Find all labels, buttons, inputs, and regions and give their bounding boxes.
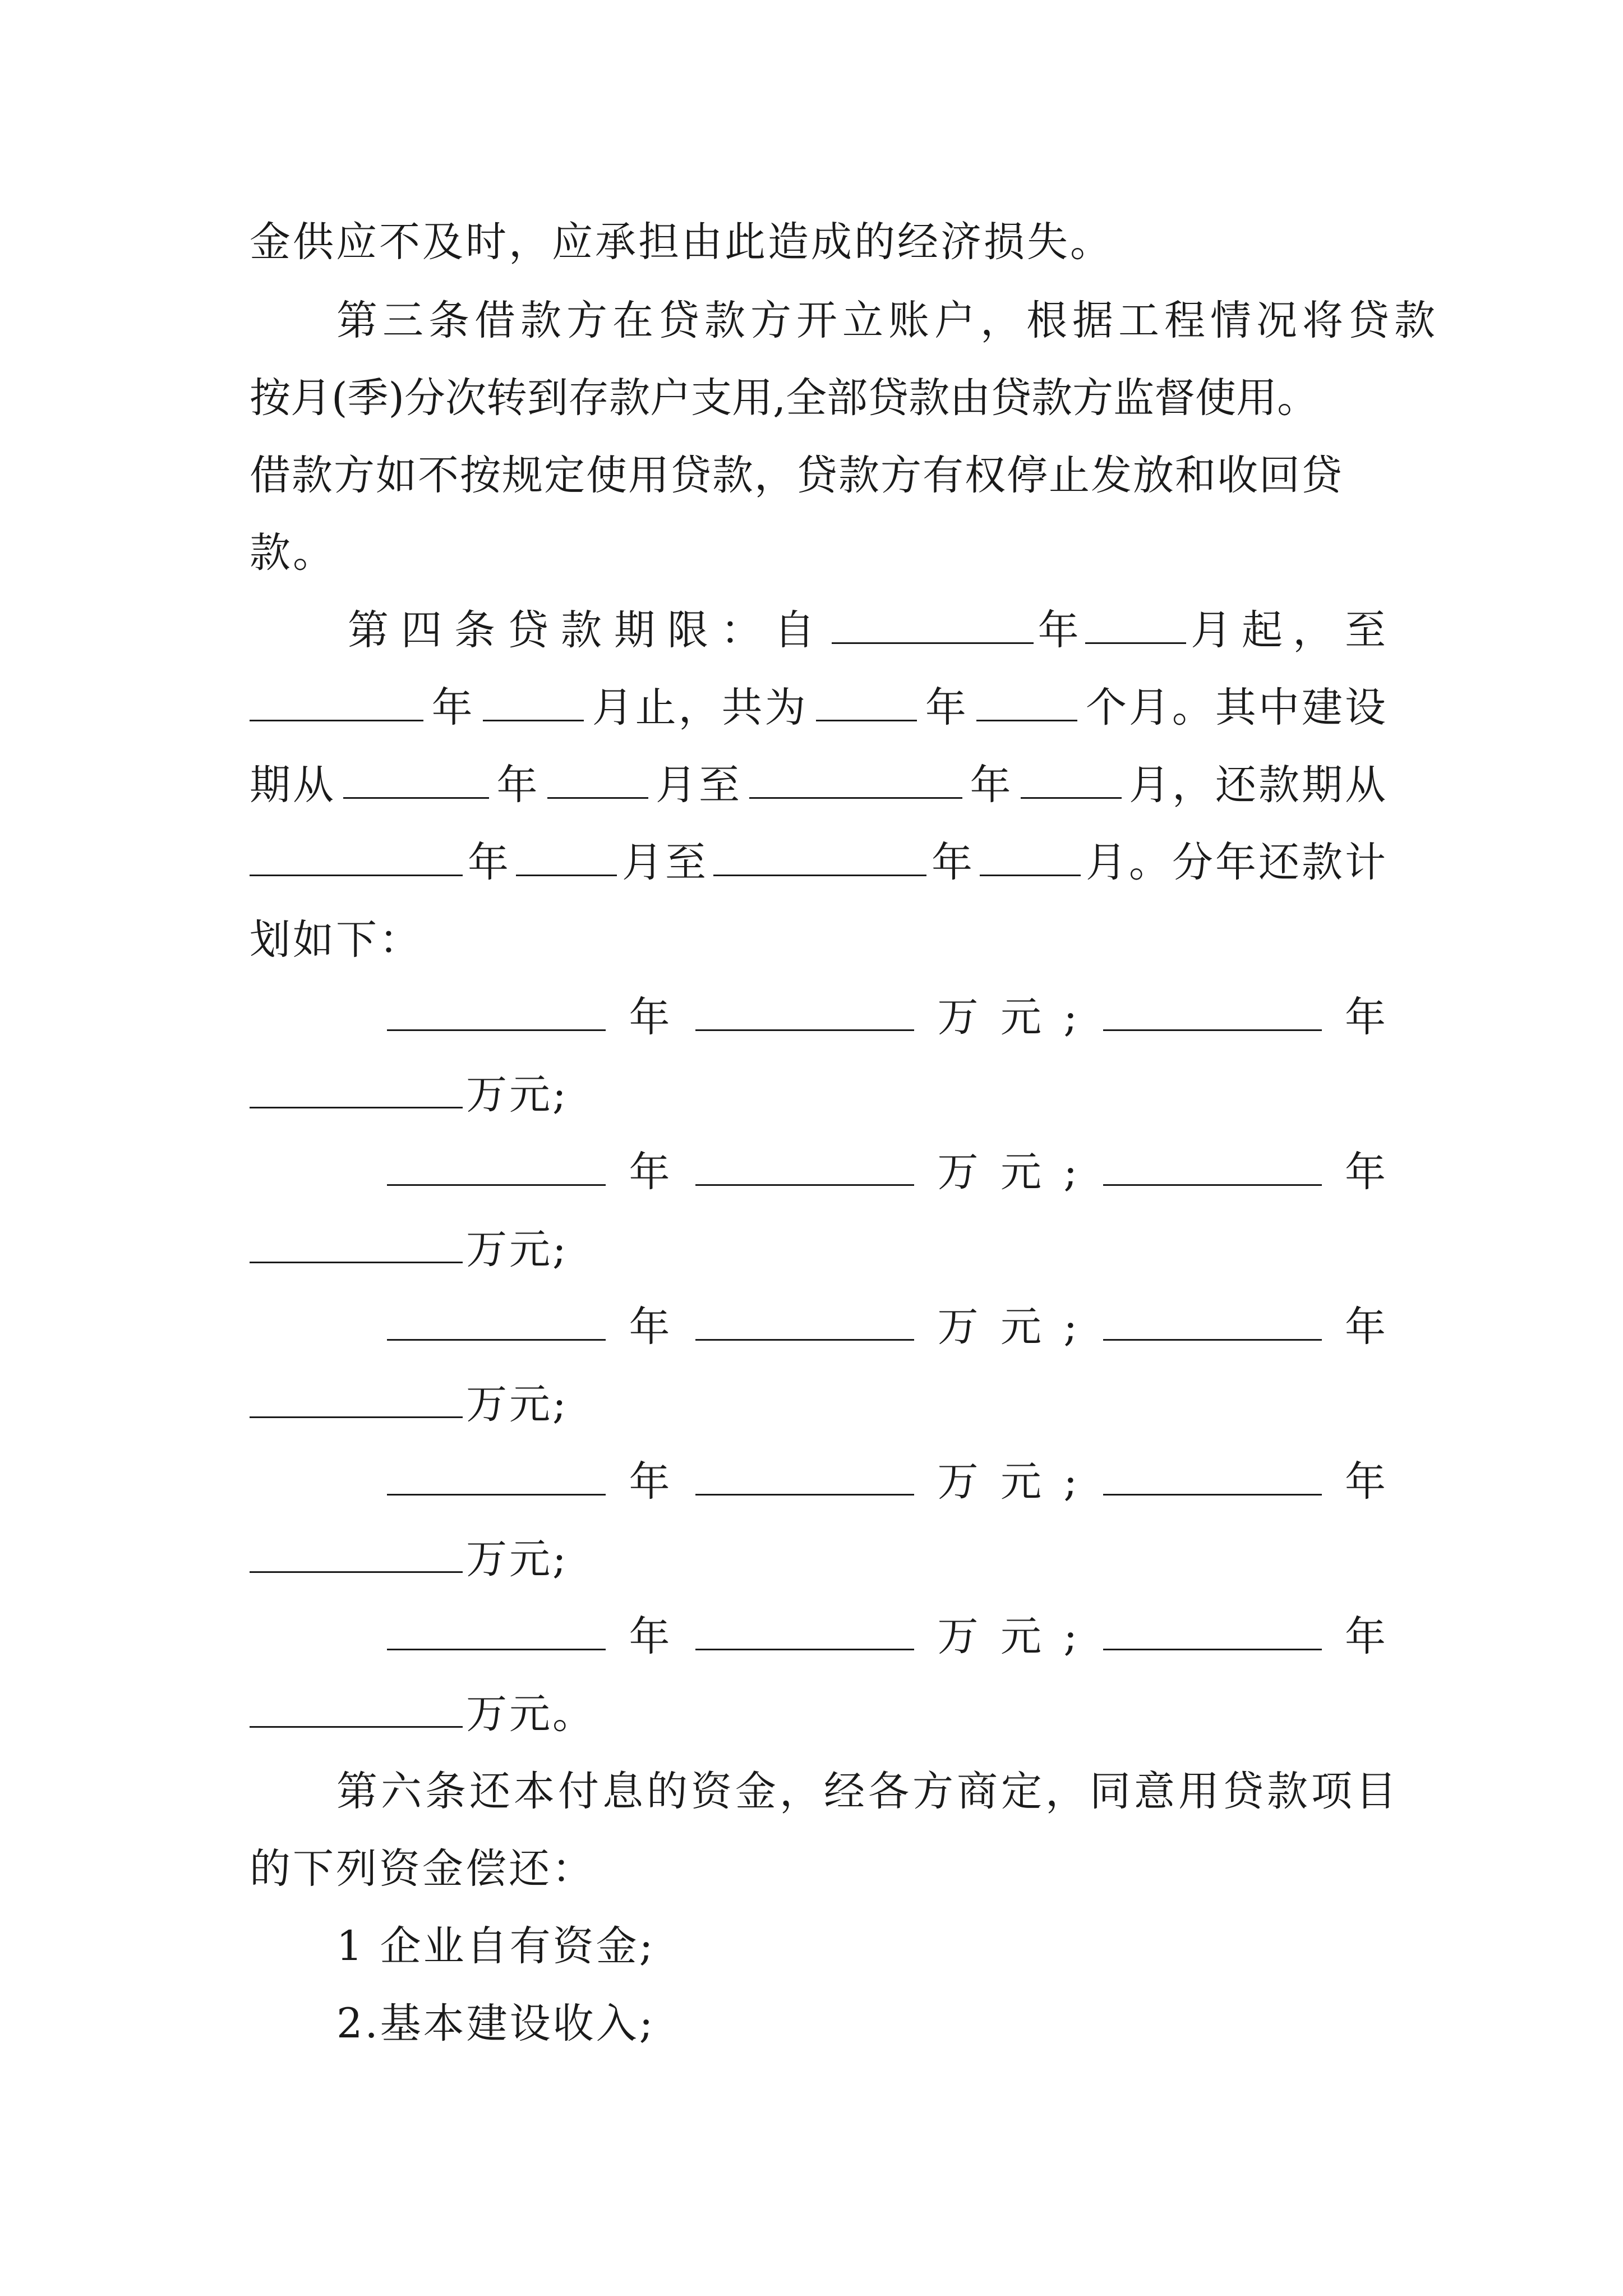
fill-in-blank[interactable] <box>1103 1608 1322 1650</box>
year-label: 年 <box>431 684 475 731</box>
month-label: 月起， <box>1191 606 1344 654</box>
fill-in-blank[interactable] <box>976 679 1077 721</box>
construction-period-label: 期从 <box>250 761 336 809</box>
year-label: 年 <box>629 993 672 1041</box>
amount-unit: 万元; <box>466 1226 569 1273</box>
text-line <box>336 1913 1388 1980</box>
year-label: 年 <box>1345 1303 1388 1351</box>
text-line <box>250 752 1388 819</box>
fill-in-blank[interactable] <box>387 1453 606 1496</box>
wan-label: 万 <box>937 1613 981 1660</box>
year-label: 年 <box>1345 1613 1388 1660</box>
text-line <box>336 1758 1400 1825</box>
paragraph-text: 金供应不及时，应承担由此造成的经济损失。 <box>250 218 1113 266</box>
paragraph-text: 按月(季)分次转到存款户支用,全部贷款由贷款方监督使用。 <box>250 374 1318 422</box>
text-line <box>250 442 1388 509</box>
period-label: 月止，共为 <box>592 684 808 731</box>
fill-in-blank[interactable] <box>250 679 423 721</box>
text-line <box>250 365 1388 432</box>
yuan-label: 元 <box>1000 1458 1044 1506</box>
fill-in-blank[interactable] <box>832 602 1034 644</box>
year-label: 年 <box>1345 1148 1388 1196</box>
amount-unit: 万元; <box>466 1381 569 1428</box>
fill-in-blank[interactable] <box>1021 757 1122 799</box>
amount-unit: 万元; <box>466 1535 569 1583</box>
text-line <box>250 674 1388 742</box>
semicolon: ; <box>1063 1148 1080 1196</box>
plan-row <box>387 1139 1388 1206</box>
fill-in-blank[interactable] <box>387 1144 606 1186</box>
months-label: 个月。其中建设 <box>1085 684 1388 731</box>
annual-plan-label: 月。分年还款计 <box>1086 839 1388 886</box>
year-label: 年 <box>629 1303 672 1351</box>
year-label: 年 <box>496 761 540 809</box>
year-label: 年 <box>1345 1458 1388 1506</box>
yuan-label: 元 <box>1000 1613 1044 1660</box>
fill-in-blank[interactable] <box>387 989 606 1031</box>
month-to-label: 月至 <box>656 761 742 809</box>
yuan-label: 元 <box>1000 1148 1044 1196</box>
plan-row <box>387 984 1388 1051</box>
list-item: 1 企业自有资金; <box>336 1922 656 1970</box>
plan-row-tail <box>250 1681 1388 1748</box>
paragraph-text: 借款方如不按规定使用贷款，贷款方有权停止发放和收回贷 <box>250 452 1343 499</box>
year-label: 年 <box>629 1458 672 1506</box>
plan-row <box>387 1448 1388 1516</box>
paragraph-text: 的下列资金偿还： <box>250 1845 595 1893</box>
paragraph-text: 划如下： <box>250 916 422 964</box>
text-line <box>250 907 1388 974</box>
semicolon: ; <box>1063 1303 1080 1351</box>
plan-row-tail <box>250 1216 1388 1283</box>
year-label: 年 <box>932 839 975 886</box>
fill-in-blank[interactable] <box>1103 1144 1322 1186</box>
to-label: 至 <box>1344 606 1388 654</box>
fill-in-blank[interactable] <box>387 1299 606 1341</box>
yuan-label: 元 <box>1000 993 1044 1041</box>
fill-in-blank[interactable] <box>516 834 617 876</box>
text-line <box>348 597 1388 664</box>
fill-in-blank[interactable] <box>695 1299 914 1341</box>
amount-unit: 万元。 <box>466 1690 596 1738</box>
clause-four-label: 第四条贷款期限：自 <box>348 606 827 654</box>
repayment-period-label: 月，还款期从 <box>1129 761 1388 809</box>
fill-in-blank[interactable] <box>250 1376 463 1418</box>
year-label: 年 <box>629 1148 672 1196</box>
wan-label: 万 <box>937 1458 981 1506</box>
fill-in-blank[interactable] <box>980 834 1081 876</box>
year-label: 年 <box>629 1613 672 1660</box>
amount-unit: 万元; <box>466 1071 569 1119</box>
paragraph-text: 第六条还本付息的资金，经各方商定，同意用贷款项目 <box>336 1768 1400 1815</box>
fill-in-blank[interactable] <box>1103 989 1322 1031</box>
fill-in-blank[interactable] <box>695 1453 914 1496</box>
plan-row-tail <box>250 1526 1388 1593</box>
year-label: 年 <box>925 684 969 731</box>
fill-in-blank[interactable] <box>343 757 489 799</box>
fill-in-blank[interactable] <box>1103 1453 1322 1496</box>
plan-row <box>387 1294 1388 1361</box>
year-label: 年 <box>1038 606 1081 654</box>
fill-in-blank[interactable] <box>387 1608 606 1650</box>
wan-label: 万 <box>937 1303 981 1351</box>
semicolon: ; <box>1063 993 1080 1041</box>
plan-row-tail <box>250 1371 1388 1438</box>
plan-row-tail <box>250 1061 1388 1129</box>
fill-in-blank[interactable] <box>250 1066 463 1108</box>
text-line <box>250 829 1388 896</box>
year-label: 年 <box>970 761 1013 809</box>
plan-row <box>387 1603 1388 1671</box>
year-label: 年 <box>468 839 511 886</box>
paragraph-text: 第三条借款方在贷款方开立账户，根据工程情况将贷款 <box>336 297 1440 344</box>
semicolon: ; <box>1063 1458 1080 1506</box>
text-line <box>250 519 1388 587</box>
wan-label: 万 <box>937 993 981 1041</box>
fill-in-blank[interactable] <box>1103 1299 1322 1341</box>
text-line <box>250 209 1388 276</box>
list-item: 2.基本建设收入; <box>336 2000 656 2047</box>
text-line <box>250 1835 1388 1903</box>
fill-in-blank[interactable] <box>547 757 648 799</box>
fill-in-blank[interactable] <box>250 1686 463 1728</box>
fill-in-blank[interactable] <box>816 679 917 721</box>
fill-in-blank[interactable] <box>695 989 914 1031</box>
yuan-label: 元 <box>1000 1303 1044 1351</box>
fill-in-blank[interactable] <box>1085 602 1186 644</box>
fill-in-blank[interactable] <box>250 834 463 876</box>
fill-in-blank[interactable] <box>250 1221 463 1263</box>
fill-in-blank[interactable] <box>713 834 926 876</box>
fill-in-blank[interactable] <box>483 679 584 721</box>
text-line <box>336 1990 1388 2058</box>
fill-in-blank[interactable] <box>749 757 962 799</box>
paragraph-text: 款。 <box>250 529 336 577</box>
fill-in-blank[interactable] <box>695 1144 914 1186</box>
fill-in-blank[interactable] <box>250 1531 463 1573</box>
semicolon: ; <box>1063 1613 1080 1660</box>
wan-label: 万 <box>937 1148 981 1196</box>
year-label: 年 <box>1345 993 1388 1041</box>
text-line <box>336 287 1440 355</box>
fill-in-blank[interactable] <box>695 1608 914 1650</box>
month-to-label: 月至 <box>622 839 708 886</box>
